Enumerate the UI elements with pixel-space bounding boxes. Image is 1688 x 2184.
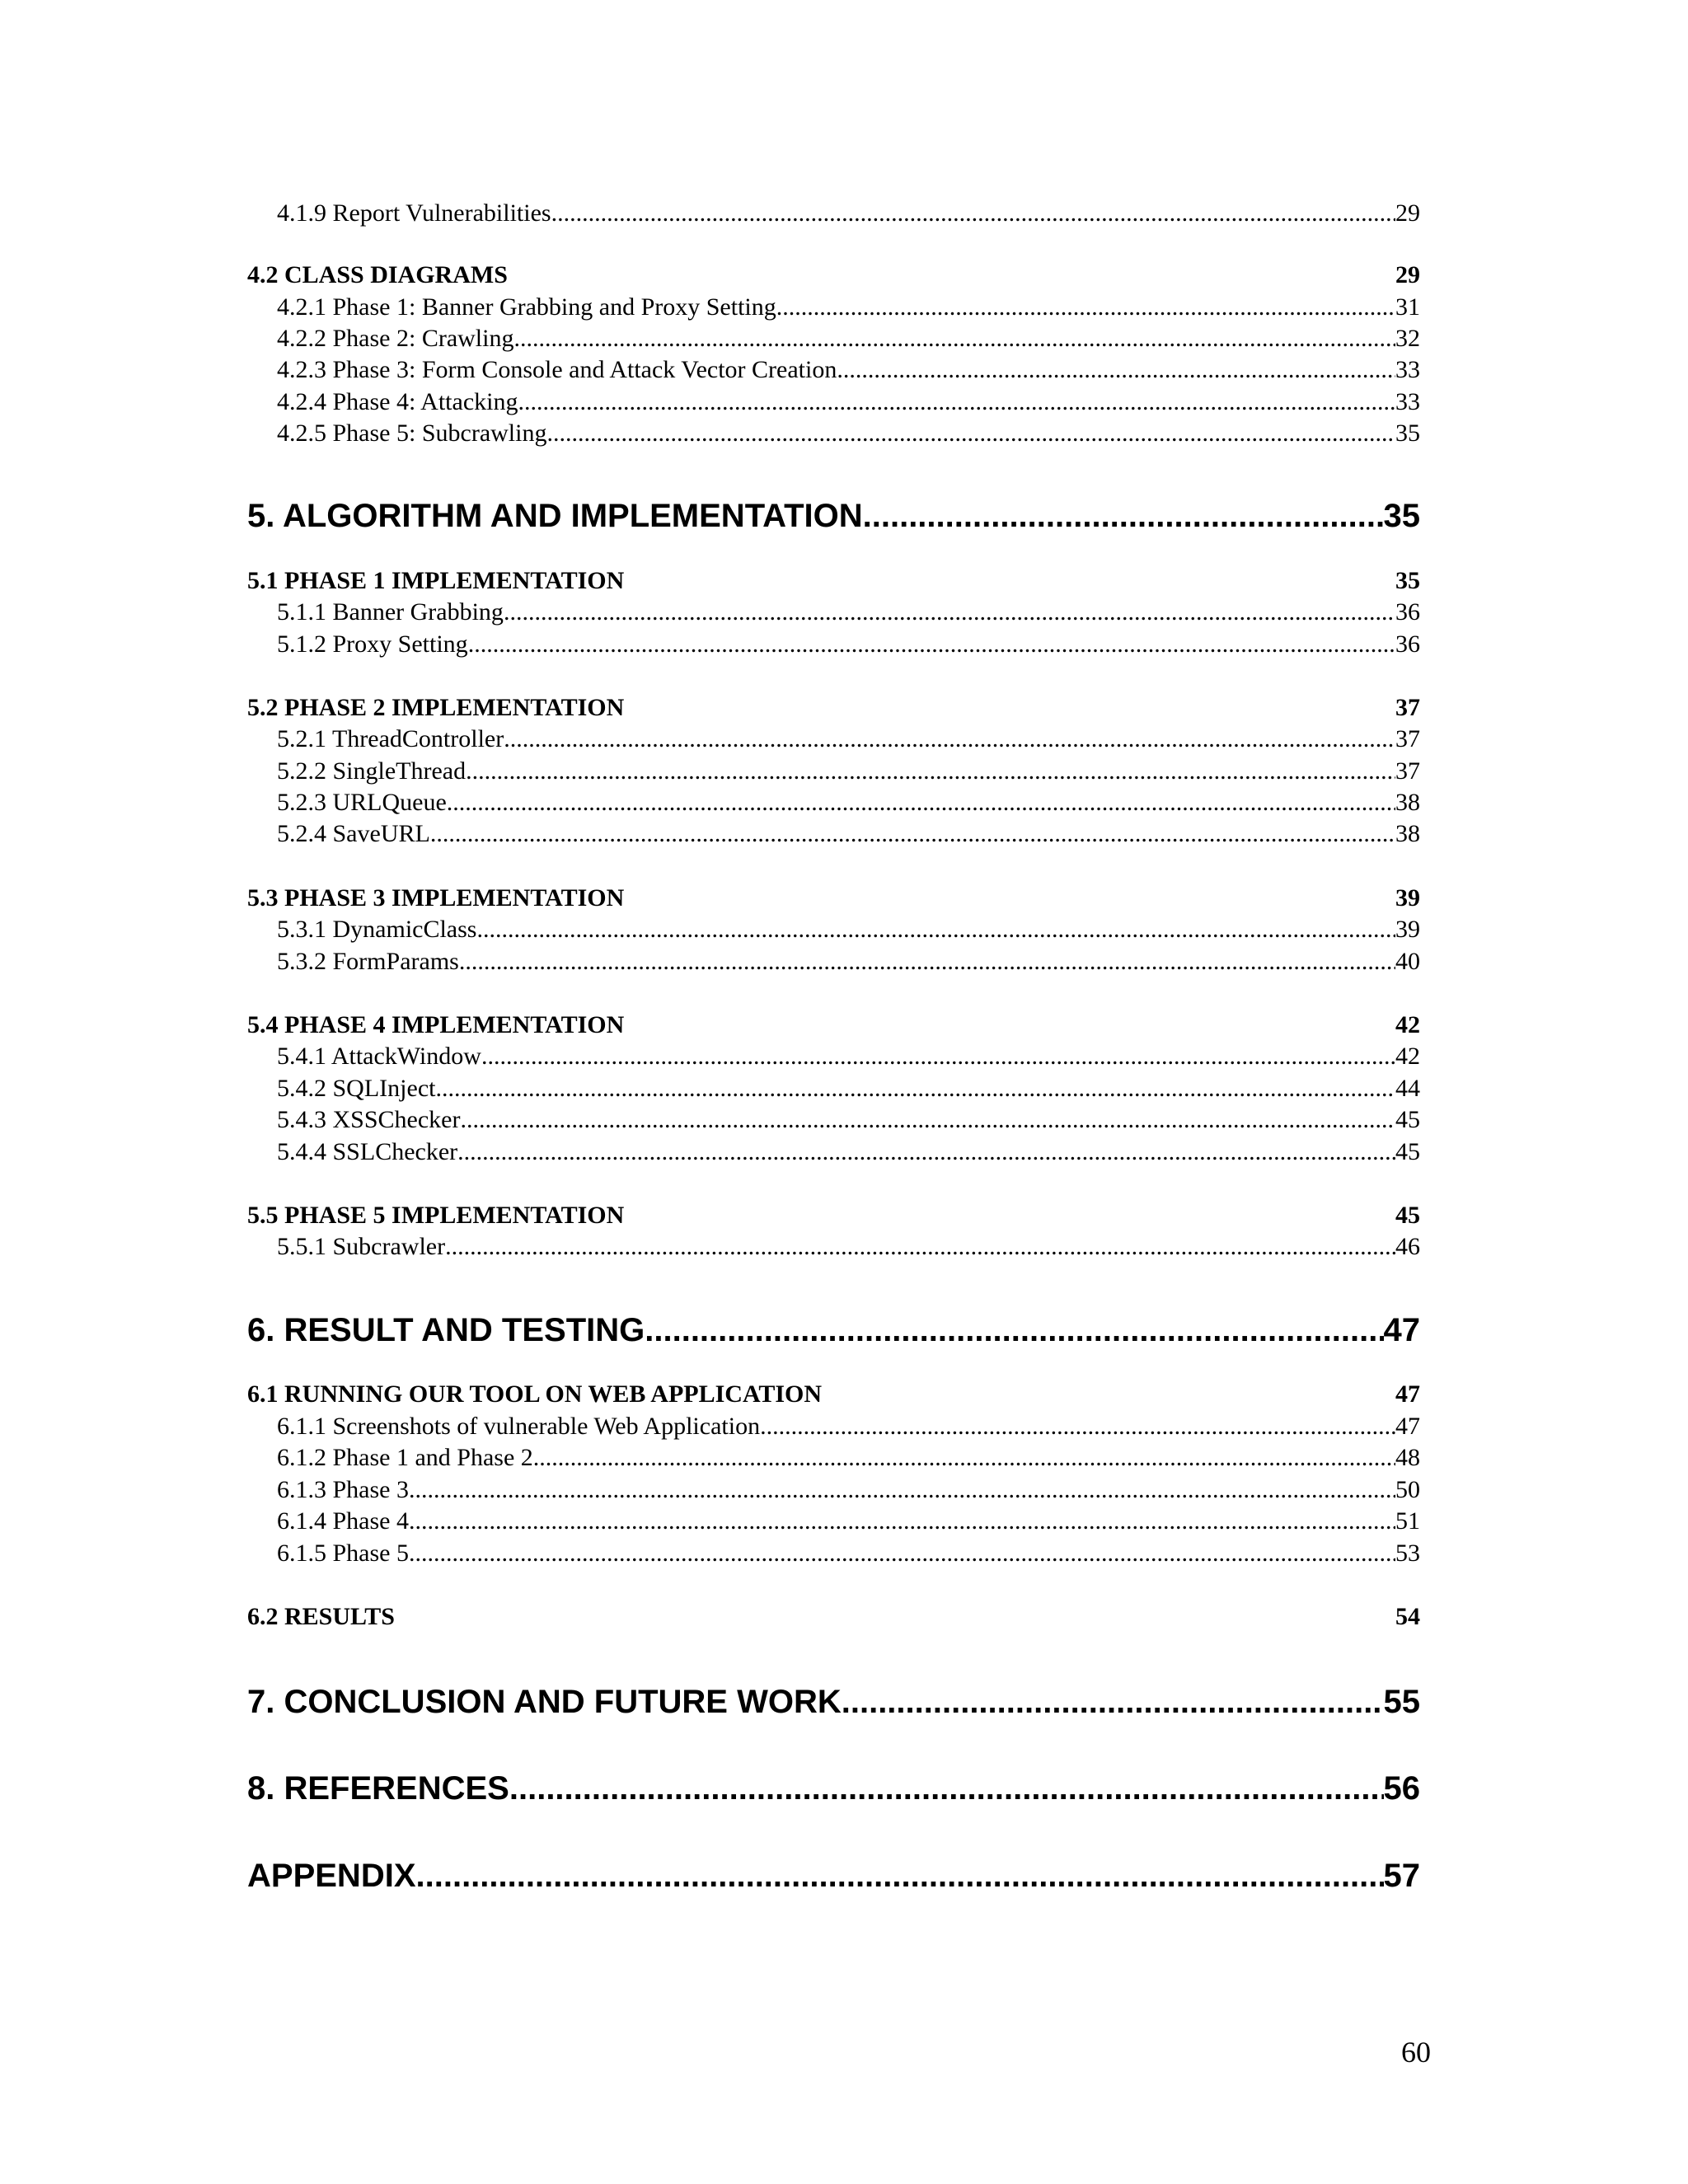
toc-entry-page: 47 xyxy=(1395,1413,1420,1440)
toc-entry-label: 5.1 PHASE 1 IMPLEMENTATION xyxy=(247,567,625,594)
toc-entry-sub xyxy=(277,1231,1420,1263)
dot-leader xyxy=(504,724,1395,755)
toc-entry-page: 53 xyxy=(1395,1540,1420,1567)
dot-leader xyxy=(842,1680,1384,1723)
toc-entry-label: 5.1.1 Banner Grabbing xyxy=(277,598,504,626)
toc-entry-page: 55 xyxy=(1383,1684,1420,1720)
toc-entry-label: 4.2.1 Phase 1: Banner Grabbing and Proxy Setting xyxy=(277,293,776,321)
dot-leader xyxy=(409,1538,1395,1569)
toc-entry-page: 36 xyxy=(1395,598,1420,626)
toc-entry-sub xyxy=(277,292,1420,323)
toc-entry-page: 37 xyxy=(1395,725,1420,752)
toc-entry-page: 36 xyxy=(1395,630,1420,658)
toc-entry-label: 5.5.1 Subcrawler xyxy=(277,1233,446,1260)
toc-entry-chap xyxy=(247,1767,1420,1810)
toc-entry-page: 39 xyxy=(1395,916,1420,943)
toc-entry-label: 5.1.2 Proxy Setting xyxy=(277,630,468,658)
toc-entry-page: 57 xyxy=(1383,1858,1420,1894)
dot-leader xyxy=(476,914,1395,945)
toc-entry-page: 45 xyxy=(1395,1202,1420,1229)
toc-entry-page: 37 xyxy=(1395,694,1420,721)
dot-leader xyxy=(460,1104,1395,1136)
dot-leader xyxy=(645,1309,1383,1352)
dot-leader xyxy=(466,756,1395,787)
toc-entry-label: 5.4.2 SQLInject xyxy=(277,1075,436,1102)
dot-leader xyxy=(416,1854,1384,1897)
toc-entry-page: 56 xyxy=(1383,1770,1420,1807)
dot-leader xyxy=(863,494,1384,537)
toc-entry-sub xyxy=(277,1041,1420,1072)
toc-entry-page: 47 xyxy=(1383,1312,1420,1348)
toc-entry-sub xyxy=(277,1538,1420,1569)
toc-entry-sub xyxy=(277,198,1420,229)
toc-entry-label: 4.2 CLASS DIAGRAMS xyxy=(247,261,508,288)
toc-entry-sub xyxy=(277,1506,1420,1537)
toc-entry-label: 6.2 RESULTS xyxy=(247,1603,395,1630)
toc-entry-page: 51 xyxy=(1395,1507,1420,1535)
toc-entry-sub xyxy=(277,946,1420,977)
toc-entry-page: 37 xyxy=(1395,757,1420,785)
toc-entry-sub xyxy=(277,323,1420,354)
toc-entry-label: 6.1.4 Phase 4 xyxy=(277,1507,409,1535)
toc-entry-chap xyxy=(247,1309,1420,1352)
toc-entry-sec xyxy=(247,565,1420,597)
dot-leader xyxy=(459,946,1395,977)
toc-entry-page: 33 xyxy=(1395,356,1420,383)
toc-entry-sub xyxy=(277,597,1420,628)
toc-entry-page: 33 xyxy=(1395,388,1420,415)
toc-entry-sec xyxy=(247,1010,1420,1041)
toc-entry-page: 44 xyxy=(1395,1075,1420,1102)
toc-entry-sub xyxy=(277,629,1420,660)
toc-entry-page: 48 xyxy=(1395,1444,1420,1471)
dot-leader xyxy=(481,1041,1395,1072)
toc-entry-sec xyxy=(247,692,1420,724)
dot-leader xyxy=(837,354,1395,386)
toc-entry-label: 6.1.3 Phase 3 xyxy=(277,1476,409,1503)
toc-entry-page: 54 xyxy=(1395,1603,1420,1630)
toc-entry-page: 38 xyxy=(1395,820,1420,847)
toc-entry-page: 39 xyxy=(1395,884,1420,912)
toc-entry-page: 40 xyxy=(1395,948,1420,975)
toc-entry-chap xyxy=(247,1680,1420,1723)
toc-entry-sub xyxy=(277,914,1420,945)
toc-entry-page: 42 xyxy=(1395,1011,1420,1038)
dot-leader xyxy=(760,1411,1395,1442)
toc-entry-label: 5. ALGORITHM AND IMPLEMENTATION xyxy=(247,498,863,534)
toc-entry-label: 5.3 PHASE 3 IMPLEMENTATION xyxy=(247,884,625,912)
dot-leader xyxy=(409,1474,1395,1506)
toc-entry-label: 5.2 PHASE 2 IMPLEMENTATION xyxy=(247,694,625,721)
toc-entry-label: 6.1 RUNNING OUR TOOL ON WEB APPLICATION xyxy=(247,1380,823,1408)
dot-leader xyxy=(430,818,1395,850)
toc-entry-label: 5.3.1 DynamicClass xyxy=(277,916,477,943)
toc-entry-sec xyxy=(247,883,1420,914)
toc-entry-page: 35 xyxy=(1395,419,1420,447)
dot-leader xyxy=(435,1073,1395,1104)
toc-entry-sec xyxy=(247,260,1420,291)
toc-entry-page: 29 xyxy=(1395,199,1420,227)
toc-entry-label: 5.3.2 FormParams xyxy=(277,948,459,975)
toc-entry-page: 50 xyxy=(1395,1476,1420,1503)
toc-entry-sub xyxy=(277,354,1420,386)
toc-entry-label: 5.2.2 SingleThread xyxy=(277,757,467,785)
toc-entry-label: 5.4.4 SSLChecker xyxy=(277,1138,458,1165)
toc-entry-sec xyxy=(247,1200,1420,1231)
toc-entry-label: 6. RESULT AND TESTING xyxy=(247,1312,645,1348)
dot-leader xyxy=(468,629,1395,660)
toc-entry-label: 4.2.3 Phase 3: Form Console and Attack Vector Creation xyxy=(277,356,837,383)
toc-entry-sub xyxy=(277,818,1420,850)
toc-entry-label: 5.2.1 ThreadController xyxy=(277,725,504,752)
toc-entry-sec xyxy=(247,1379,1420,1410)
toc-entry-page: 45 xyxy=(1395,1138,1420,1165)
toc-entry-label: 4.2.5 Phase 5: Subcrawling xyxy=(277,419,547,447)
toc-entry-sub xyxy=(277,387,1420,418)
dot-leader xyxy=(509,1767,1384,1810)
toc-entry-label: 5.2.3 URLQueue xyxy=(277,789,447,816)
toc-entry-label: 6.1.1 Screenshots of vulnerable Web Application xyxy=(277,1413,761,1440)
toc-entry-label: 4.1.9 Report Vulnerabilities xyxy=(277,199,551,227)
toc-entry-sub xyxy=(277,418,1420,449)
toc-entry-sub xyxy=(277,1411,1420,1442)
toc-entry-sub xyxy=(277,1073,1420,1104)
toc-entry-label: 7. CONCLUSION AND FUTURE WORK xyxy=(247,1684,842,1720)
toc-entry-label: 4.2.4 Phase 4: Attacking xyxy=(277,388,518,415)
toc-entry-label: 8. REFERENCES xyxy=(247,1770,509,1807)
dot-leader xyxy=(457,1137,1395,1168)
toc-entry-sub xyxy=(277,1104,1420,1136)
toc-entry-sub xyxy=(277,1137,1420,1168)
toc-entry-sub xyxy=(277,1474,1420,1506)
toc-entry-label: 5.2.4 SaveURL xyxy=(277,820,430,847)
toc-entry-sub xyxy=(277,756,1420,787)
toc-entry-label: 6.1.2 Phase 1 and Phase 2 xyxy=(277,1444,533,1471)
toc-entry-label: 5.4.3 XSSChecker xyxy=(277,1106,461,1133)
toc-entry-page: 29 xyxy=(1395,261,1420,288)
page-number: 60 xyxy=(1401,2036,1431,2069)
dot-leader xyxy=(513,323,1395,354)
toc-entry-chap xyxy=(247,1854,1420,1897)
toc-entry-label: APPENDIX xyxy=(247,1858,416,1894)
toc-entry-page: 38 xyxy=(1395,789,1420,816)
toc-entry-chap xyxy=(247,494,1420,537)
toc-entry-page: 35 xyxy=(1395,567,1420,594)
toc-entry-sec xyxy=(247,1601,1420,1633)
dot-leader xyxy=(546,418,1395,449)
dot-leader xyxy=(518,387,1395,418)
toc-entry-page: 45 xyxy=(1395,1106,1420,1133)
dot-leader xyxy=(409,1506,1395,1537)
toc-entry-page: 35 xyxy=(1383,498,1420,534)
dot-leader xyxy=(504,597,1395,628)
toc-entry-page: 31 xyxy=(1395,293,1420,321)
toc-entry-label: 5.4.1 AttackWindow xyxy=(277,1043,481,1070)
toc-entry-label: 5.5 PHASE 5 IMPLEMENTATION xyxy=(247,1202,625,1229)
toc-entry-sub xyxy=(277,724,1420,755)
dot-leader xyxy=(776,292,1395,323)
toc-entry-page: 47 xyxy=(1395,1380,1420,1408)
dot-leader xyxy=(445,1231,1395,1263)
dot-leader xyxy=(447,787,1395,818)
toc-entry-page: 42 xyxy=(1395,1043,1420,1070)
toc-entry-page: 32 xyxy=(1395,325,1420,352)
dot-leader xyxy=(551,198,1395,229)
toc-entry-label: 4.2.2 Phase 2: Crawling xyxy=(277,325,514,352)
toc-entry-sub xyxy=(277,787,1420,818)
toc-entry-label: 5.4 PHASE 4 IMPLEMENTATION xyxy=(247,1011,625,1038)
toc-entry-sub xyxy=(277,1442,1420,1474)
toc-entry-page: 46 xyxy=(1395,1233,1420,1260)
toc-entry-label: 6.1.5 Phase 5 xyxy=(277,1540,409,1567)
dot-leader xyxy=(533,1442,1395,1474)
